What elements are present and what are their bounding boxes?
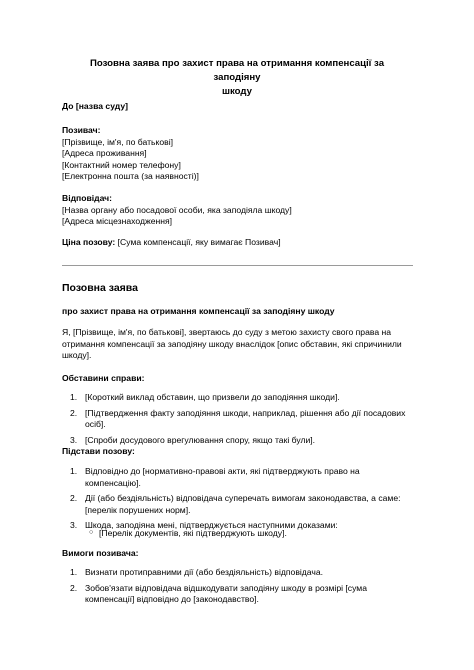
list-item-text: [перелік порушених норм]. — [85, 504, 191, 515]
defendant-name: [Назва органу або посадової особи, яка заподіяла шкоду] — [62, 204, 292, 215]
list-item — [62, 392, 422, 404]
defendant-address: [Адреса місцезнаходження] — [62, 216, 173, 227]
circle-bullet-icon: ○ — [89, 529, 94, 536]
circumstances-title: Обставини справи: — [62, 373, 145, 383]
list-item-text: Дії (або бездіяльність) відповідача суперечать вимогам законодавства, а саме: — [85, 493, 401, 504]
plaintiff-phone: [Контактний номер телефону] — [62, 159, 181, 170]
horizontal-divider — [62, 265, 413, 266]
claim-price-label: Ціна позову: — [62, 237, 116, 247]
list-item-text: осіб]. — [85, 419, 106, 430]
defendant-block — [62, 193, 422, 228]
plaintiff-name: [Прізвище, ім'я, по батькові] — [62, 136, 174, 147]
list-number: 3. — [70, 434, 78, 445]
list-item-text: Шкода, заподіяна мені, підтверджується наступними доказами: — [85, 520, 338, 531]
demands-list — [62, 567, 422, 610]
grounds-title: Підстави позову: — [62, 446, 135, 456]
plaintiff-block — [62, 125, 422, 183]
demands-title: Вимоги позивача: — [62, 548, 139, 558]
list-item — [62, 408, 422, 431]
list-item-text: Відповідно до [нормативно-правові акти, які підтверджують право на — [85, 466, 360, 476]
list-number: 1. — [70, 392, 78, 402]
list-number: 2. — [70, 407, 78, 418]
list-item-text: компенсації] відповідно до [законодавство]. — [85, 594, 259, 605]
court-line: До [назва суду] — [62, 101, 128, 111]
list-item — [62, 435, 422, 447]
plaintiff-email: [Електронна пошта (за наявності)] — [62, 171, 199, 182]
list-number: 3. — [70, 520, 78, 531]
sub-list-item-text: [Перелік документів, які підтверджують шкоду]. — [99, 528, 287, 538]
document-title — [70, 57, 404, 99]
list-item — [62, 466, 422, 489]
list-item-text: Зобов'язати відповідача відшкодувати заподіяну шкоду в розмірі [сума — [85, 582, 367, 593]
intro-line-3: шкоду]. — [62, 350, 92, 361]
intro-paragraph — [62, 327, 422, 362]
intro-line-1: Я, [Прізвище, ім'я, по батькові], звертаюсь до суду з метою захисту свого права на — [62, 327, 392, 337]
list-item-text: [Короткий виклад обставин, що призвели до заподіяння шкоди]. — [85, 392, 340, 402]
list-number: 1. — [70, 567, 78, 577]
intro-line-2: отримання компенсації за заподіяну шкоду внаслідок [опис обставин, які спричинили — [62, 338, 402, 349]
section-title: Позовна заява — [62, 282, 138, 294]
list-item-text: [Спроби досудового врегулювання спору, якщо такі були]. — [85, 434, 316, 445]
sub-list-item — [62, 528, 459, 540]
list-item-text: [Підтвердження факту заподіяння шкоди, наприклад, рішення або дії посадових — [85, 407, 406, 418]
circumstances-list — [62, 392, 422, 450]
list-item — [62, 583, 422, 606]
title-line-1: Позовна заява про захист права на отримання компенсації за заподіяну — [89, 58, 385, 83]
plaintiff-label: Позивач: — [62, 125, 101, 135]
list-item-text: компенсацію]. — [85, 477, 141, 488]
list-item-text: Визнати протиправними дії (або бездіяльність) відповідача. — [85, 567, 324, 577]
plaintiff-address: [Адреса проживання] — [62, 148, 147, 159]
claim-price-line — [62, 237, 422, 249]
list-number: 1. — [70, 466, 78, 476]
title-line-2: шкоду — [222, 85, 252, 97]
list-item — [62, 567, 422, 579]
list-number: 2. — [70, 493, 78, 504]
list-number: 2. — [70, 582, 78, 593]
section-subtitle: про захист права на отримання компенсації за заподіяну шкоду — [62, 306, 335, 316]
claim-price-value: [Сума компенсації, яку вимагає Позивач] — [115, 237, 281, 247]
list-item — [62, 493, 422, 516]
grounds-list — [62, 466, 422, 536]
defendant-label: Відповідач: — [62, 193, 113, 203]
